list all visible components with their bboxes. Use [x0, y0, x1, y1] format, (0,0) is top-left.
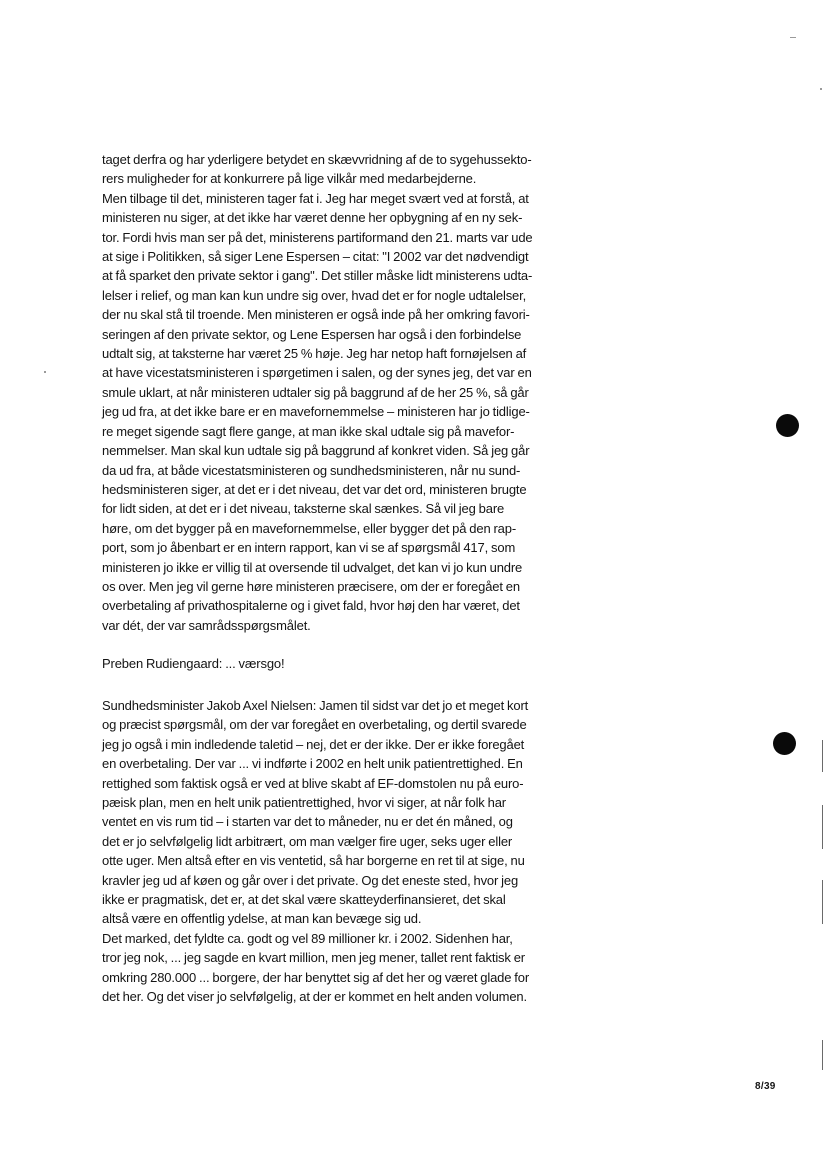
- punch-hole-mark: [776, 414, 799, 437]
- paragraph-text: taget derfra og har yderligere betydet en skævvridning af de to sygehussekto- rers muligheder for at konkurrere på lige vilkår med medarbejderne. Men tilbage til det, ministeren tager fat i. Jeg har meget svært ved at forstå, at ministeren nu siger, at det ikke har været denne her opbygning af en ny sek- tor. Fordi hvis man ser på det, ministerens partiformand den 21. marts var ude at sige i Politikken, så siger Lene Espersen – citat: "I 2002 var det nødvendigt at få sparket den private sektor i gang". Det stiller måske lidt ministerens udta- lelser i relief, og man kan kun undre sig over, hvad det er for nogle udtalelser, der nu skal stå til troende. Men ministeren er også inde på her omkring favori- seringen af den private sektor, og Lene Espersen har også i den forbindelse udtalt sig, at taksterne har været 25 % høje. Jeg har netop haft fornøjelsen af at have vicestatsministeren i spørgetimen i salen, og der synes jeg, det var en smule uklart, at når ministeren udtaler sig på baggrund af de her 25 %, så går jeg ud fra, at det ikke bare er en mavefornemmelse – ministeren har jo tidlige- re meget sigende sagt flere gange, at man ikke skal udtale sig på mavefor- nemmelser. Man skal kun udtale sig på baggrund af konkret viden. Så jeg går da ud fra, at både vicestatsministeren og sundhedsministeren, når nu sund- hedsministeren siger, at det er i det niveau, det var det ord, ministeren brugte for lidt siden, at det er i det niveau, taksterne skal sænkes. Så vil jeg bare høre, om det bygger på en mavefornemmelse, eller bygger det på den rap- port, som jo åbenbart er en intern rapport, kan vi se af spørgsmål 417, som ministeren jo ikke er villig til at oversende til udvalget, det kan vi jo kun undre os over. Men jeg vil gerne høre ministeren præcisere, om der er foregået en overbetaling af privathospitalerne og i givet fald, hvor høj den har været, det var dét, der var samrådsspørgsmålet.: [102, 152, 533, 633]
- scan-edge-artifact: [822, 740, 823, 772]
- scan-speck: [790, 37, 796, 38]
- scan-edge-artifact: [822, 880, 823, 924]
- paragraph-text: Sundhedsminister Jakob Axel Nielsen: Jamen til sidst var det jo et meget kort og præcist spørgsmål, om der var foregået en overbetaling, og dertil svarede jeg jo også i min indledende taletid – nej, det er der ikke. Der er ikke foregået en overbetaling. Der var ... vi indførte i 2002 en helt unik patientrettighed. En rettighed som faktisk også er ved at blive skabt af EF-domstolen nu på euro- pæisk plan, men en helt unik patientrettighed, hvor vi siger, at når folk har ventet en vis rum tid – i starten var det to måneder, nu er det én måned, og det er jo selvfølgelig lidt arbitrært, om man vælger fire uger, seks uger eller otte uger. Men altså efter en vis ventetid, så har borgerne en ret til at sige, nu kravler jeg ud af køen og går over i det private. Og det eneste sted, hvor jeg ikke er pragmatisk, det er, at det skal være skatteyderfinansieret, det skal altså være en offentlig ydelse, at man kan bevæge sig ud. Det marked, det fyldte ca. godt og vel 89 millioner kr. i 2002. Sidenhen har, tror jeg nok, ... jeg sagde en kvart million, men jeg mener, tallet rent faktisk er omkring 280.000 ... borgere, der har benyttet sig af det her og været glade for det her. Og det viser jo selvfølgelig, at der er kommet en helt anden volumen.: [102, 698, 530, 1005]
- speaker-chair-remark: [102, 654, 598, 673]
- scan-speck: [44, 371, 46, 373]
- page-number: 8/39: [755, 1081, 776, 1092]
- punch-hole-mark: [773, 732, 796, 755]
- paragraph-text: Preben Rudiengaard: ... værsgo!: [102, 656, 285, 671]
- speech-paragraph-continued: [102, 150, 598, 635]
- scan-edge-artifact: [822, 805, 823, 849]
- scan-speck: [820, 88, 822, 90]
- scan-edge-artifact: [822, 1040, 823, 1070]
- minister-reply-paragraph: [102, 696, 598, 1007]
